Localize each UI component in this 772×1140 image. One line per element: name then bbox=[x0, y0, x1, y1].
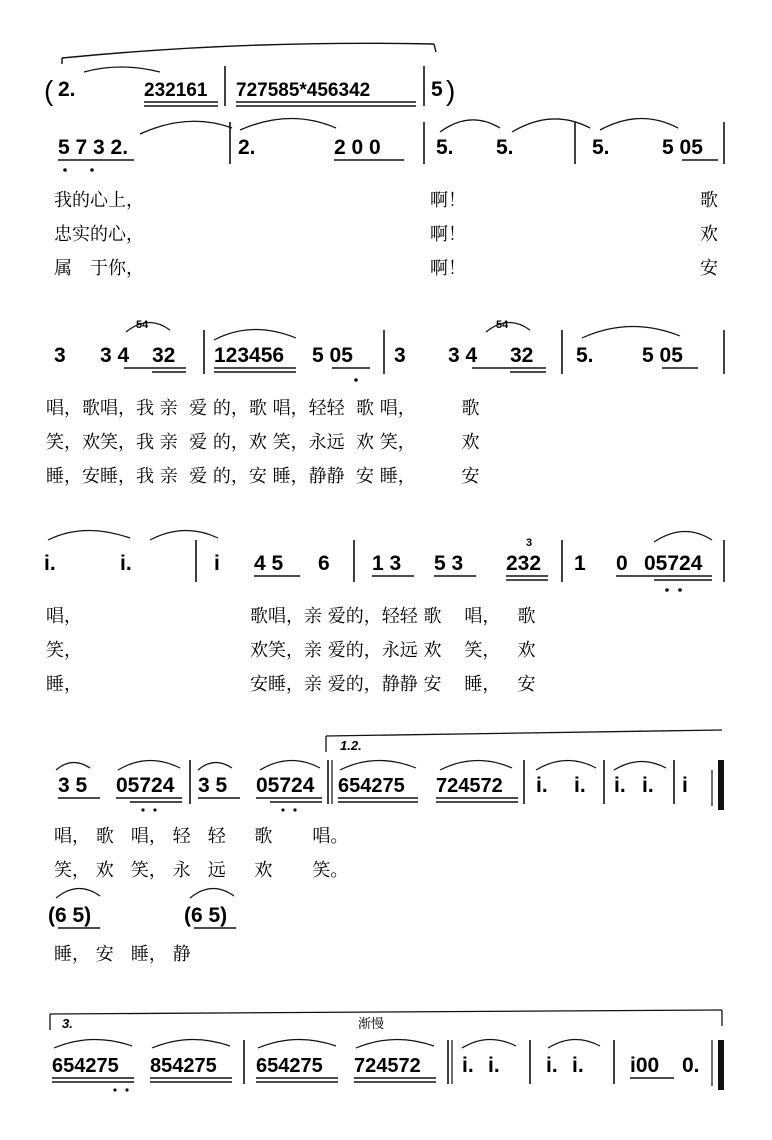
octave-dot bbox=[90, 168, 94, 172]
lyric-verse-2: 欢 bbox=[700, 224, 718, 245]
note: 232 bbox=[506, 552, 542, 575]
note: 0 bbox=[616, 552, 628, 575]
note: i00 bbox=[630, 1054, 660, 1077]
note: i. bbox=[642, 774, 654, 797]
volta-label: 1.2. bbox=[340, 738, 362, 753]
note: i. bbox=[120, 552, 132, 575]
slur bbox=[258, 1039, 336, 1048]
tie bbox=[440, 120, 500, 132]
tie bbox=[140, 121, 232, 134]
closing-parenthesis: ) bbox=[446, 75, 456, 106]
slur bbox=[614, 761, 666, 770]
slur bbox=[356, 1039, 434, 1048]
lyric-verse-2: 笑， bbox=[46, 640, 82, 661]
triplet-mark: 3 bbox=[526, 537, 533, 549]
slur bbox=[654, 531, 712, 542]
grace-notes: 54 bbox=[496, 319, 509, 331]
note: i. bbox=[614, 774, 626, 797]
lyric-verse-1: 我的心上， bbox=[54, 190, 144, 211]
note: i. bbox=[488, 1054, 500, 1077]
slur bbox=[118, 760, 180, 770]
slur bbox=[198, 762, 232, 770]
lyric-verse-2: 忠实的心， bbox=[54, 224, 144, 245]
note: 3 5 bbox=[58, 774, 88, 797]
measure-1-4: 5 bbox=[431, 78, 443, 101]
measure-2-5: 5. bbox=[496, 136, 514, 159]
octave-dot bbox=[153, 808, 156, 811]
note: 5 3 bbox=[434, 552, 464, 575]
row-2 bbox=[54, 118, 724, 279]
lyric-verse-3: 啊！ bbox=[430, 258, 466, 279]
slur bbox=[582, 326, 680, 338]
octave-dot bbox=[665, 588, 669, 592]
measure-2-6: 5. bbox=[592, 136, 610, 159]
lyric-verse-3: 睡，安睡，我 亲 爱 的，安 睡，静静 安 睡， 安 bbox=[46, 466, 480, 487]
slur bbox=[536, 760, 596, 770]
note: i. bbox=[572, 1054, 584, 1077]
note: 724572 bbox=[436, 775, 503, 797]
note: 3 5 bbox=[198, 774, 228, 797]
row-1 bbox=[44, 43, 455, 106]
note: 0. bbox=[682, 1054, 700, 1077]
slur bbox=[260, 760, 320, 770]
octave-dot bbox=[63, 168, 67, 172]
slur bbox=[462, 1039, 516, 1048]
lyric-verse-3: 睡， 安 睡， 静 bbox=[54, 944, 191, 965]
note: i. bbox=[536, 774, 548, 797]
note: 5 05 bbox=[642, 344, 683, 367]
measure-1-1: 2. bbox=[58, 78, 76, 101]
slur bbox=[152, 1039, 230, 1048]
note: 3 4 bbox=[100, 344, 130, 367]
lyric-verse-1: 唱，歌唱，我 亲 爱 的，歌 唱，轻轻 歌 唱， 歌 bbox=[46, 398, 480, 419]
note: 4 5 bbox=[254, 552, 284, 575]
lyric-verse-3: 睡， bbox=[46, 674, 82, 695]
octave-dot bbox=[281, 808, 284, 811]
note: 654275 bbox=[256, 1055, 323, 1077]
note: 1 bbox=[574, 552, 586, 575]
volta-bracket bbox=[50, 1010, 722, 1014]
measure-2-2: 2. bbox=[238, 136, 256, 159]
lyric-verse-1: 歌 bbox=[700, 190, 718, 211]
row-3 bbox=[46, 319, 724, 487]
tie bbox=[150, 530, 218, 540]
slur bbox=[56, 762, 90, 770]
octave-dot bbox=[125, 1088, 128, 1091]
measure-2-3: 2 0 0 bbox=[334, 136, 381, 159]
measure-1-3: 727585*456342 bbox=[236, 80, 371, 101]
octave-dot bbox=[113, 1088, 116, 1091]
octave-dot bbox=[293, 808, 296, 811]
lyric-verse-2: 笑，欢笑，我 亲 爱 的，欢 笑，永远 欢 笑， 欢 bbox=[46, 432, 480, 453]
row-6 bbox=[50, 1010, 724, 1092]
note: 05724 bbox=[116, 774, 175, 797]
alt-note: (6 5) bbox=[184, 904, 228, 927]
lyric-verse-2: 啊！ bbox=[430, 224, 466, 245]
lyric-verse-1: 啊！ bbox=[430, 190, 466, 211]
lyric-verse-2: 欢笑，亲 爱的，永远 欢 笑， 欢 bbox=[250, 640, 536, 661]
alt-note: (6 5) bbox=[48, 904, 92, 927]
slur bbox=[340, 760, 416, 770]
note: i. bbox=[462, 1054, 474, 1077]
grace-notes: 54 bbox=[136, 319, 149, 331]
tie bbox=[48, 530, 130, 540]
volta-bracket bbox=[326, 730, 722, 736]
note: 5 05 bbox=[312, 344, 353, 367]
tie bbox=[512, 119, 590, 132]
note: 6 bbox=[318, 552, 330, 575]
note: 5. bbox=[576, 344, 594, 367]
note: 1 3 bbox=[372, 552, 402, 575]
measure-1-2: 232161 bbox=[144, 80, 208, 101]
note: 3 bbox=[394, 344, 406, 367]
measure-2-1: 5 7 3 2. bbox=[58, 136, 129, 159]
tempo-marking: 渐慢 bbox=[358, 1017, 385, 1032]
measure-2-4: 5. bbox=[436, 136, 454, 159]
tie bbox=[600, 118, 678, 130]
row-4 bbox=[44, 530, 724, 695]
note: i. bbox=[44, 552, 56, 575]
lyric-verse-1: 唱， 歌 唱， 轻 轻 歌 唱。 bbox=[54, 826, 349, 847]
note: 654275 bbox=[52, 1055, 119, 1077]
note: 32 bbox=[152, 344, 176, 367]
octave-dot bbox=[354, 378, 358, 382]
slur bbox=[214, 329, 296, 340]
final-barline bbox=[718, 760, 724, 810]
note: 724572 bbox=[354, 1055, 421, 1077]
slur bbox=[548, 1039, 600, 1048]
note: 3 bbox=[54, 344, 66, 367]
note: 3 4 bbox=[448, 344, 478, 367]
lyric-verse-1: 歌唱，亲 爱的，轻轻 歌 唱， 歌 bbox=[250, 606, 536, 627]
note: i bbox=[214, 552, 220, 575]
note: i. bbox=[546, 1054, 558, 1077]
lyric-verse-1: 唱， bbox=[46, 606, 82, 627]
lyric-verse-3: 安 bbox=[700, 258, 718, 279]
lyric-verse-2: 笑， 欢 笑， 永 远 欢 笑。 bbox=[54, 860, 349, 881]
octave-dot bbox=[678, 588, 682, 592]
lyric-verse-3: 安睡，亲 爱的，静静 安 睡， 安 bbox=[250, 674, 536, 695]
row-5 bbox=[48, 730, 724, 965]
octave-dot bbox=[141, 808, 144, 811]
slur bbox=[190, 888, 234, 898]
slur bbox=[62, 43, 434, 58]
slur bbox=[54, 1039, 132, 1048]
note: 32 bbox=[510, 344, 534, 367]
note: 123456 bbox=[214, 344, 285, 367]
note: i bbox=[682, 774, 688, 797]
opening-parenthesis: ( bbox=[44, 75, 54, 106]
lyric-verse-3: 属 于你， bbox=[54, 258, 144, 279]
slur bbox=[84, 67, 160, 72]
volta-label: 3. bbox=[62, 1016, 73, 1031]
note: 05724 bbox=[256, 774, 315, 797]
note: 654275 bbox=[338, 775, 405, 797]
slur bbox=[56, 888, 100, 898]
measure-2-7: 5 05 bbox=[662, 136, 703, 159]
final-barline bbox=[718, 1040, 724, 1090]
slur bbox=[440, 760, 512, 770]
tie bbox=[240, 118, 336, 130]
note: 05724 bbox=[644, 552, 703, 575]
note: 854275 bbox=[150, 1055, 217, 1077]
note: i. bbox=[574, 774, 586, 797]
slur-end bbox=[434, 44, 436, 52]
